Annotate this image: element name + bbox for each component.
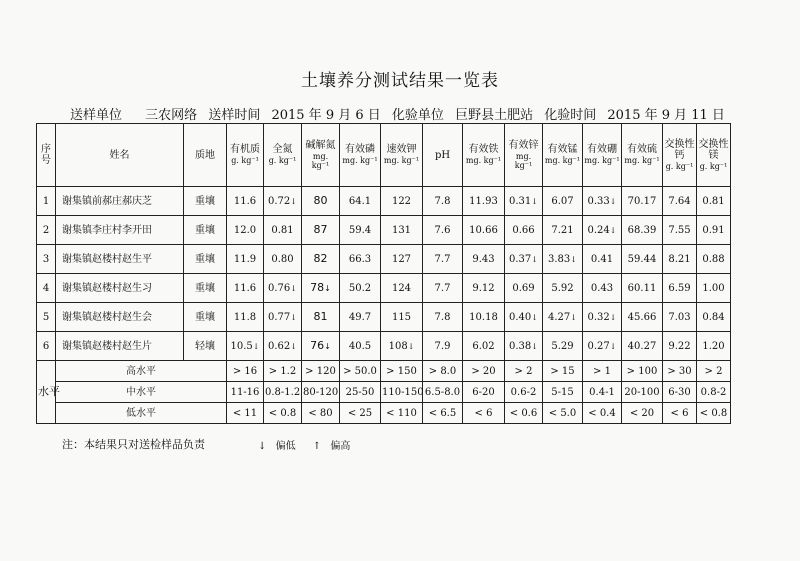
table-cell-texture: 重壤 [184, 187, 227, 216]
table-cell-texture: 重壤 [184, 245, 227, 274]
low-flag-icon: ↓ [290, 341, 297, 351]
table-cell-ca: 8.21 [663, 245, 697, 274]
table-cell-name: 谢集镇赵楼村赵生平 [56, 245, 184, 274]
table-cell-tn: 0.80 [264, 245, 302, 274]
col-header: 有效锰 mg. kg⁻¹ [543, 124, 583, 187]
low-flag-icon: ↓ [531, 196, 538, 206]
table-cell-ak: 115 [381, 303, 423, 332]
lab-label: 化验单位 [391, 108, 444, 123]
level-cell: 11-16 [227, 382, 264, 403]
level-cell: > 1 [583, 361, 622, 382]
table-cell-s: 59.44 [622, 245, 663, 274]
low-flag-icon: ↓ [407, 341, 415, 351]
table-cell-b: 0.41 [583, 245, 622, 274]
table-cell-name: 谢集镇赵楼村赵生习 [56, 274, 184, 303]
col-header: 全氮 g. kg⁻¹ [264, 124, 302, 187]
table-cell-an: 76↓ [302, 332, 340, 361]
test-time-value: 2015 年 9 月 11 日 [607, 108, 725, 123]
table-cell-fe: 6.02 [463, 332, 505, 361]
send-time-label: 送样时间 [208, 108, 261, 123]
low-flag-icon: ↓ [609, 312, 617, 322]
level-cell: 0.4-1 [583, 382, 622, 403]
table-cell-ap: 49.7 [340, 303, 381, 332]
table-cell-s: 70.17 [622, 187, 663, 216]
table-cell-mg: 0.84 [697, 303, 731, 332]
table-cell-ak: 108↓ [381, 332, 423, 361]
level-cell: < 5.0 [543, 403, 583, 424]
sample-meta [70, 104, 790, 123]
table-cell-ca: 9.22 [663, 332, 697, 361]
level-cell: 110-150 [381, 382, 423, 403]
table-cell-mn: 4.27↓ [543, 303, 583, 332]
table-cell-ap: 66.3 [340, 245, 381, 274]
table-cell-texture: 重壤 [184, 274, 227, 303]
table-cell-no: 4 [37, 274, 56, 303]
table-cell-s: 45.66 [622, 303, 663, 332]
level-label: 低水平 [56, 403, 227, 424]
table-cell-zn: 0.31↓ [505, 187, 543, 216]
table-cell-ak: 122 [381, 187, 423, 216]
low-flag-icon: ↓ [609, 196, 617, 206]
table-cell-an: 82 [302, 245, 340, 274]
table-cell-an: 78↓ [302, 274, 340, 303]
col-header: 有效铁 mg. kg⁻¹ [463, 124, 505, 187]
up-arrow-icon: ↑ [312, 441, 322, 452]
level-cell: < 6 [663, 403, 697, 424]
low-flag-icon: ↓ [531, 341, 538, 351]
table-cell-fe: 9.12 [463, 274, 505, 303]
level-cell: 6-30 [663, 382, 697, 403]
table-cell-mn: 6.07 [543, 187, 583, 216]
table-cell-tn: 0.76↓ [264, 274, 302, 303]
level-row-high [37, 361, 731, 382]
table-cell-name: 谢集镇赵楼村赵生会 [56, 303, 184, 332]
table-cell-tn: 0.77↓ [264, 303, 302, 332]
lab-value: 巨野县土肥站 [455, 108, 534, 123]
sender-label: 送样单位 [70, 108, 123, 123]
table-cell-om: 11.8 [227, 303, 264, 332]
table-cell-ca: 7.55 [663, 216, 697, 245]
level-cell: > 15 [543, 361, 583, 382]
level-cell: > 1.2 [264, 361, 302, 382]
table-cell-ap: 64.1 [340, 187, 381, 216]
low-flag-icon: ↓ [531, 312, 538, 322]
table-cell-om: 12.0 [227, 216, 264, 245]
table-cell-ap: 59.4 [340, 216, 381, 245]
table-cell-texture: 重壤 [184, 303, 227, 332]
footnote: 注：本结果只对送检样品负责 [62, 438, 205, 451]
table-cell-ak: 127 [381, 245, 423, 274]
table-row [37, 274, 731, 303]
level-cell: < 20 [622, 403, 663, 424]
table-row [37, 332, 731, 361]
header-row [37, 124, 731, 187]
arrow-legend [258, 437, 356, 452]
table-cell-no: 2 [37, 216, 56, 245]
table-row [37, 216, 731, 245]
table-cell-zn: 0.37↓ [505, 245, 543, 274]
level-cell: > 2 [505, 361, 543, 382]
level-label: 中水平 [56, 382, 227, 403]
level-cell: < 11 [227, 403, 264, 424]
table-cell-no: 6 [37, 332, 56, 361]
send-time-value: 2015 年 9 月 6 日 [271, 108, 381, 123]
table-cell-mg: 0.81 [697, 187, 731, 216]
low-flag-icon: ↓ [290, 196, 297, 206]
level-cell: 5-15 [543, 382, 583, 403]
low-flag-icon: ↓ [324, 341, 331, 351]
low-flag-icon: ↓ [609, 341, 617, 351]
level-label: 高水平 [56, 361, 227, 382]
legend-low-text: 偏低 [275, 441, 296, 452]
table-cell-name: 谢集镇前郝庄郝庆芝 [56, 187, 184, 216]
level-cell: > 50.0 [340, 361, 381, 382]
col-header: 有效磷 mg. kg⁻¹ [340, 124, 381, 187]
level-cell: > 20 [463, 361, 505, 382]
level-cell: < 0.8 [697, 403, 731, 424]
table-cell-name: 谢集镇赵楼村赵生片 [56, 332, 184, 361]
level-cell: < 0.6 [505, 403, 543, 424]
level-cell: > 30 [663, 361, 697, 382]
table-cell-no: 3 [37, 245, 56, 274]
col-header: 有机质 g. kg⁻¹ [227, 124, 264, 187]
level-cell: 0.6-2 [505, 382, 543, 403]
level-cell: < 6 [463, 403, 505, 424]
level-cell: < 110 [381, 403, 423, 424]
table-cell-mg: 1.00 [697, 274, 731, 303]
low-flag-icon: ↓ [290, 312, 297, 322]
down-arrow-icon: ↓ [258, 441, 267, 452]
table-cell-zn: 0.38↓ [505, 332, 543, 361]
table-cell-mn: 5.92 [543, 274, 583, 303]
level-cell: 25-50 [340, 382, 381, 403]
table-cell-name: 谢集镇李庄村李开田 [56, 216, 184, 245]
table-cell-mg: 0.91 [697, 216, 731, 245]
level-cell: < 0.8 [264, 403, 302, 424]
table-cell-fe: 10.18 [463, 303, 505, 332]
level-cell: 0.8-2 [697, 382, 731, 403]
table-cell-tn: 0.62↓ [264, 332, 302, 361]
table-cell-ph: 7.8 [423, 187, 463, 216]
level-cell: > 8.0 [423, 361, 463, 382]
table-cell-mg: 1.20 [697, 332, 731, 361]
low-flag-icon: ↓ [570, 312, 577, 322]
col-header: 姓名 [56, 124, 184, 187]
table-cell-fe: 9.43 [463, 245, 505, 274]
level-cell: > 2 [697, 361, 731, 382]
table-cell-s: 40.27 [622, 332, 663, 361]
table-cell-ca: 7.64 [663, 187, 697, 216]
table-cell-ph: 7.6 [423, 216, 463, 245]
table-cell-b: 0.32↓ [583, 303, 622, 332]
low-flag-icon: ↓ [609, 225, 617, 235]
col-header: 有效硼 mg. kg⁻¹ [583, 124, 622, 187]
level-cell: > 150 [381, 361, 423, 382]
level-cell: 6-20 [463, 382, 505, 403]
table-cell-zn: 0.40↓ [505, 303, 543, 332]
table-cell-b: 0.24↓ [583, 216, 622, 245]
low-flag-icon: ↓ [324, 283, 331, 293]
col-header: 速效钾 mg. kg⁻¹ [381, 124, 423, 187]
table-cell-texture: 轻壤 [184, 332, 227, 361]
table-cell-tn: 0.81 [264, 216, 302, 245]
table-cell-no: 5 [37, 303, 56, 332]
level-cell: 0.8-1.2 [264, 382, 302, 403]
table-cell-ap: 50.2 [340, 274, 381, 303]
test-time-label: 化验时间 [544, 108, 597, 123]
level-cell: > 100 [622, 361, 663, 382]
low-flag-icon: ↓ [290, 283, 297, 293]
table-cell-s: 60.11 [622, 274, 663, 303]
level-cell: < 0.4 [583, 403, 622, 424]
results-body [37, 187, 731, 361]
table-cell-om: 11.9 [227, 245, 264, 274]
table-cell-no: 1 [37, 187, 56, 216]
table-cell-b: 0.43 [583, 274, 622, 303]
legend-high-text: 偏高 [330, 441, 351, 452]
level-cell: 80-120 [302, 382, 340, 403]
table-cell-fe: 10.66 [463, 216, 505, 245]
table-cell-an: 80 [302, 187, 340, 216]
col-header: 碱解氮 mg. kg⁻¹ [302, 124, 340, 187]
table-cell-mn: 3.83↓ [543, 245, 583, 274]
table-cell-tn: 0.72↓ [264, 187, 302, 216]
col-header: 有效锌 mg. kg⁻¹ [505, 124, 543, 187]
table-row [37, 187, 731, 216]
table-cell-ca: 7.03 [663, 303, 697, 332]
table-cell-ph: 7.9 [423, 332, 463, 361]
level-cell: < 6.5 [423, 403, 463, 424]
col-header: 序号 [37, 124, 56, 187]
table-cell-texture: 重壤 [184, 216, 227, 245]
col-header: 交换性钙 g. kg⁻¹ [663, 124, 697, 187]
table-cell-s: 68.39 [622, 216, 663, 245]
level-cell: > 120 [302, 361, 340, 382]
level-cell: > 16 [227, 361, 264, 382]
level-cell: < 25 [340, 403, 381, 424]
level-group-label: 水平 [37, 361, 56, 424]
results-table [36, 123, 731, 424]
table-cell-zn: 0.69 [505, 274, 543, 303]
table-cell-b: 0.33↓ [583, 187, 622, 216]
level-cell: 6.5-8.0 [423, 382, 463, 403]
table-cell-ap: 40.5 [340, 332, 381, 361]
col-header: 有效硫 mg. kg⁻¹ [622, 124, 663, 187]
low-flag-icon: ↓ [570, 254, 577, 264]
level-cell: 20-100 [622, 382, 663, 403]
low-flag-icon: ↓ [252, 341, 260, 351]
table-cell-ph: 7.7 [423, 274, 463, 303]
col-header: 质地 [184, 124, 227, 187]
sender-value: 三农网络 [145, 108, 198, 123]
table-cell-b: 0.27↓ [583, 332, 622, 361]
table-cell-mn: 5.29 [543, 332, 583, 361]
page-title: 土壤养分测试结果一览表 [301, 71, 499, 91]
table-row [37, 303, 731, 332]
level-cell: < 80 [302, 403, 340, 424]
table-row [37, 245, 731, 274]
table-cell-an: 81 [302, 303, 340, 332]
table-cell-mn: 7.21 [543, 216, 583, 245]
col-header: 交换性镁 g. kg⁻¹ [697, 124, 731, 187]
table-cell-ca: 6.59 [663, 274, 697, 303]
levels-body [37, 361, 731, 424]
low-flag-icon: ↓ [531, 254, 538, 264]
table-cell-ak: 124 [381, 274, 423, 303]
table-cell-ph: 7.8 [423, 303, 463, 332]
table-cell-om: 11.6 [227, 187, 264, 216]
table-cell-ak: 131 [381, 216, 423, 245]
col-header: pH [423, 124, 463, 187]
level-row-low [37, 403, 731, 424]
table-cell-mg: 0.88 [697, 245, 731, 274]
level-row-mid [37, 382, 731, 403]
table-cell-ph: 7.7 [423, 245, 463, 274]
table-cell-an: 87 [302, 216, 340, 245]
table-cell-zn: 0.66 [505, 216, 543, 245]
table-cell-om: 11.6 [227, 274, 264, 303]
table-cell-om: 10.5↓ [227, 332, 264, 361]
table-cell-fe: 11.93 [463, 187, 505, 216]
